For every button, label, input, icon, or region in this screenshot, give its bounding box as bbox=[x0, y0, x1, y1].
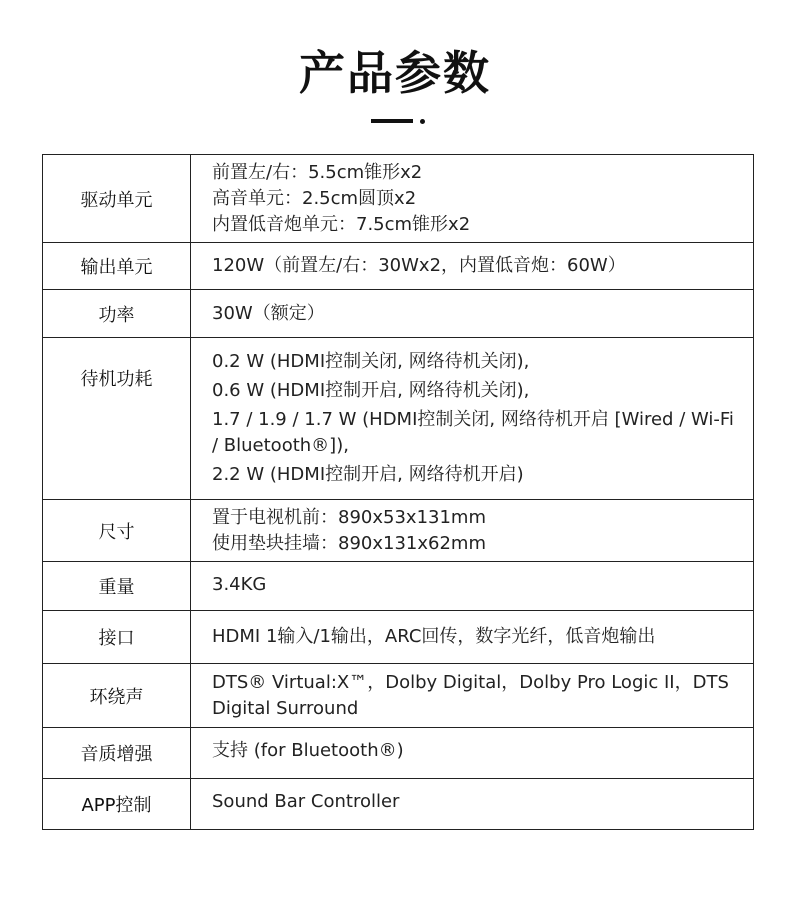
value-line: 30W（额定） bbox=[212, 302, 325, 324]
value-line: 前置左/右：5.5cm锥形x2 bbox=[212, 161, 423, 183]
row-label: 音质增强 bbox=[43, 728, 191, 779]
row-value bbox=[191, 155, 754, 243]
value-line: HDMI 1输入/1输出，ARC回传，数字光纤，低音炮输出 bbox=[212, 626, 656, 647]
table-row bbox=[43, 155, 754, 243]
table-row bbox=[43, 243, 754, 290]
row-value bbox=[191, 500, 754, 562]
table-row bbox=[43, 664, 754, 728]
table-row bbox=[43, 338, 754, 500]
row-value bbox=[191, 779, 754, 830]
row-label: 驱动单元 bbox=[43, 155, 191, 243]
row-value bbox=[191, 611, 754, 664]
row-label: 待机功耗 bbox=[43, 338, 191, 500]
row-value bbox=[191, 290, 754, 338]
value-line: 1.7 / 1.9 / 1.7 W (HDMI控制关闭, 网络待机开启 [Wired / Wi-Fi / Bluetooth®]), bbox=[212, 409, 734, 456]
row-value bbox=[191, 664, 754, 728]
row-value bbox=[191, 338, 754, 500]
table-row bbox=[43, 611, 754, 664]
table-row bbox=[43, 290, 754, 338]
row-label: 功率 bbox=[43, 290, 191, 338]
value-line: 0.2 W (HDMI控制关闭, 网络待机关闭), bbox=[212, 351, 530, 372]
table-row bbox=[43, 562, 754, 611]
row-label: 尺寸 bbox=[43, 500, 191, 562]
value-line: 0.6 W (HDMI控制开启, 网络待机关闭), bbox=[212, 380, 530, 401]
row-value bbox=[191, 728, 754, 779]
value-line: DTS® Virtual:X™，Dolby Digital，Dolby Pro Logic II，DTS Digital Surround bbox=[212, 671, 729, 719]
value-line: 置于电视机前：890x53x131mm bbox=[212, 506, 486, 528]
title-dot bbox=[420, 119, 425, 124]
row-value bbox=[191, 243, 754, 290]
value-line: 2.2 W (HDMI控制开启, 网络待机开启) bbox=[212, 464, 524, 485]
table-row bbox=[43, 500, 754, 562]
row-value bbox=[191, 562, 754, 611]
row-label: APP控制 bbox=[43, 779, 191, 830]
row-label: 环绕声 bbox=[43, 664, 191, 728]
page-title: 产品参数 bbox=[299, 46, 491, 100]
table-row bbox=[43, 728, 754, 779]
row-label: 接口 bbox=[43, 611, 191, 664]
row-label: 输出单元 bbox=[43, 243, 191, 290]
title-underline bbox=[371, 119, 413, 123]
table-row bbox=[43, 779, 754, 830]
value-line: 支持 (for Bluetooth®) bbox=[212, 740, 404, 761]
value-line: 内置低音炮单元：7.5cm锥形x2 bbox=[212, 213, 471, 235]
value-line: 3.4KG bbox=[212, 574, 267, 595]
value-line: 120W（前置左/右：30Wx2，内置低音炮：60W） bbox=[212, 255, 626, 276]
value-line: 使用垫块挂墙：890x131x62mm bbox=[212, 532, 486, 554]
row-label: 重量 bbox=[43, 562, 191, 611]
value-line: 高音单元：2.5cm圆顶x2 bbox=[212, 187, 417, 209]
value-line: Sound Bar Controller bbox=[212, 791, 400, 812]
spec-table bbox=[42, 154, 754, 830]
